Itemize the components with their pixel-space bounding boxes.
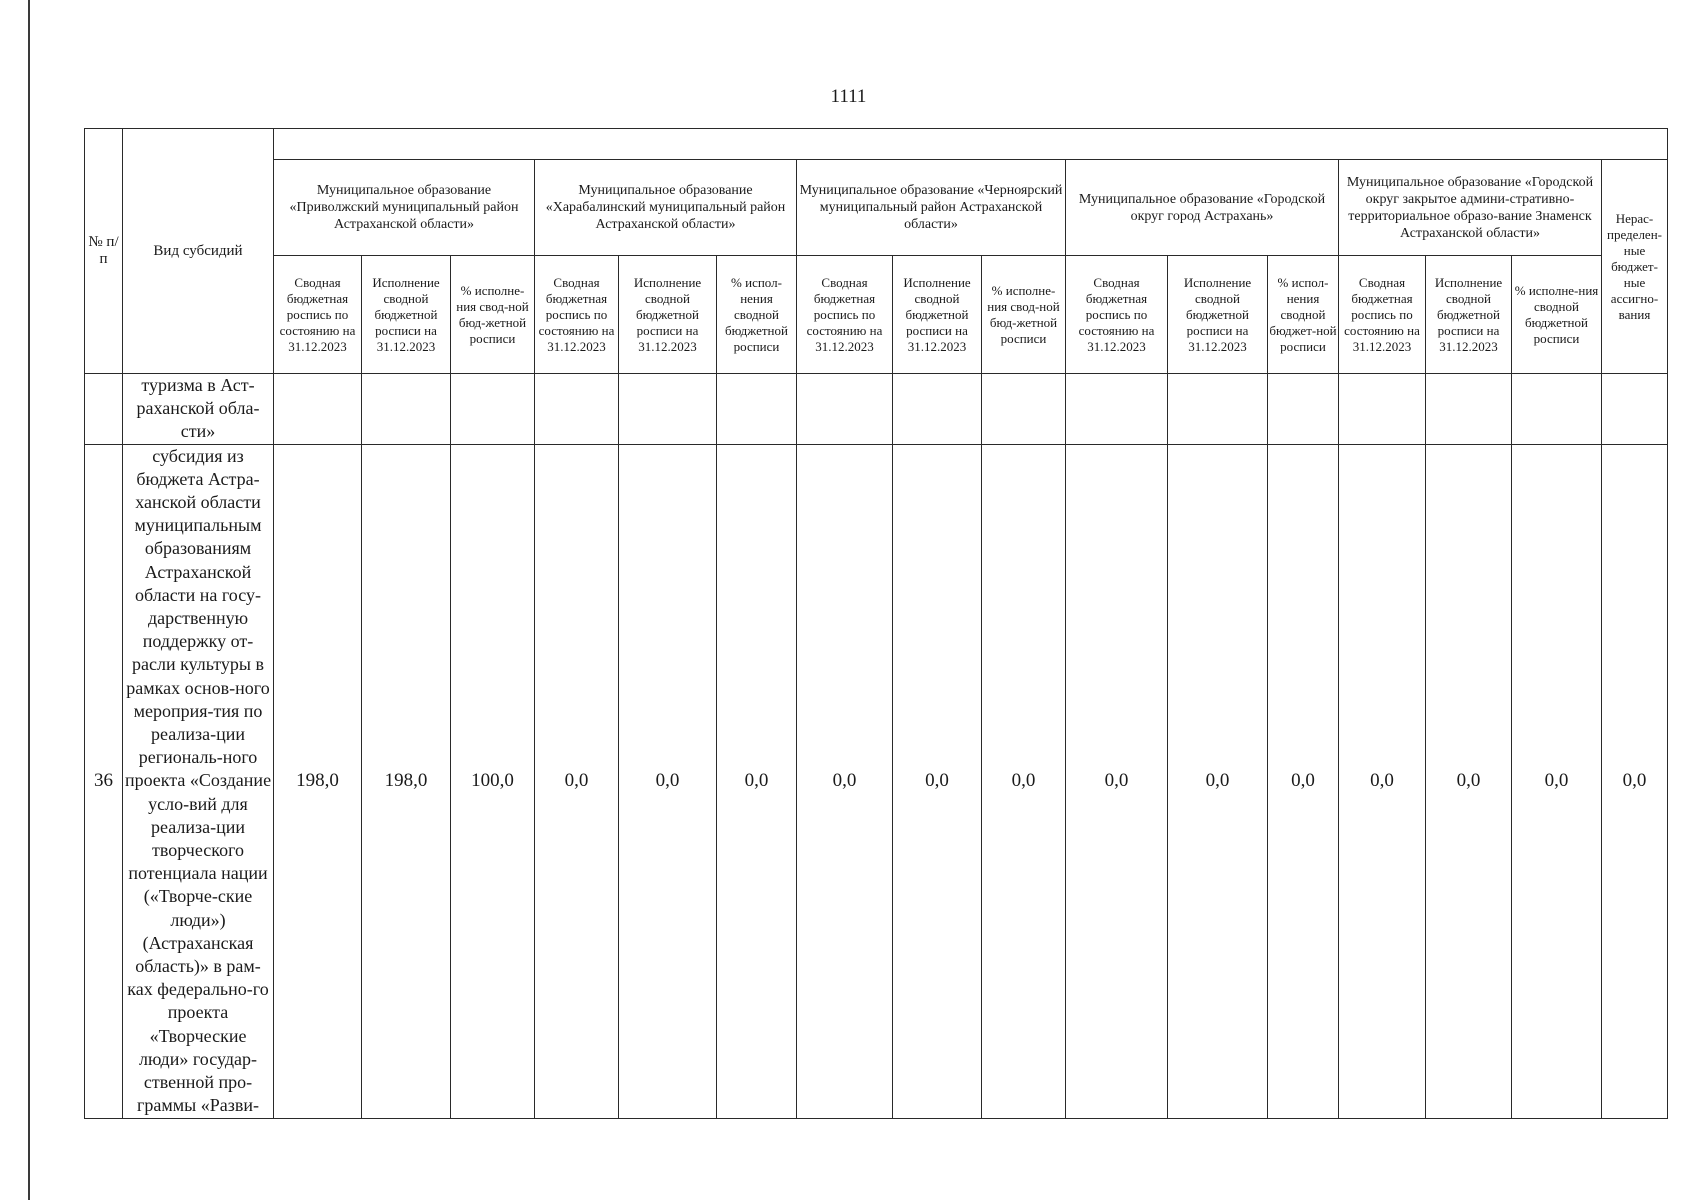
header-muni-znamensk: Муниципальное образование «Городской округ закрытое админи-стративно-территориальное образо-вание Знаменск Астраханской области» — [1339, 160, 1602, 256]
row-number-cell — [85, 374, 123, 445]
header-col-percent: % исполне-ния сводной бюджетной росписи — [1512, 256, 1602, 374]
value-cell: 0,0 — [1268, 444, 1339, 1118]
header-subsidy-kind: Вид субсидий — [123, 129, 274, 374]
value-cell: 0,0 — [717, 444, 797, 1118]
left-margin-rule — [28, 0, 30, 1200]
table-row-continued — [85, 374, 1668, 445]
header-col-execution: Исполнение сводной бюджетной росписи на 31.12.2023 — [1168, 256, 1268, 374]
header-muni-privolzhsky: Муниципальное образование «Приволжский муниципальный район Астраханской области» — [274, 160, 535, 256]
header-col-percent: % исполне-ния свод-ной бюд-жетной росписи — [451, 256, 535, 374]
header-col-percent: % исполне-ния свод-ной бюд-жетной росписи — [982, 256, 1066, 374]
row-number-cell: 36 — [85, 444, 123, 1118]
value-cell — [893, 374, 982, 445]
value-cell: 0,0 — [1602, 444, 1668, 1118]
header-col-plan: Сводная бюджетная роспись по состоянию на 31.12.2023 — [1339, 256, 1426, 374]
value-cell — [619, 374, 717, 445]
subsidy-description: субсидия из бюджета Астра-ханской области муниципальным образованиям Астраханской области на госу-дарственную поддержку от-расли культуры в рамках основ-ного мероприя-тия по реализа-ции региональ-ного проекта «Создание усло-вий для реализа-ции творческого потенциала нации («Творче-ские люди») (Астраханская область)» в рам-ках федерально-го проекта «Творческие люди» государ-ственной про-граммы «Разви- — [123, 444, 274, 1118]
value-cell: 0,0 — [619, 444, 717, 1118]
value-cell — [1339, 374, 1426, 445]
value-cell: 0,0 — [1512, 444, 1602, 1118]
value-cell — [1426, 374, 1512, 445]
header-unallocated: Нерас-пределен-ные бюджет-ные ассигно-вания — [1602, 160, 1668, 374]
value-cell: 0,0 — [893, 444, 982, 1118]
value-cell — [451, 374, 535, 445]
header-col-execution: Исполнение сводной бюджетной росписи на 31.12.2023 — [1426, 256, 1512, 374]
value-cell: 198,0 — [274, 444, 362, 1118]
header-muni-kharabalinsky: Муниципальное образование «Харабалинский муниципальный район Астраханской области» — [535, 160, 797, 256]
header-top-band — [274, 129, 1668, 160]
table-row-36 — [85, 444, 1668, 1118]
value-cell: 0,0 — [1339, 444, 1426, 1118]
header-col-plan: Сводная бюджетная роспись по состоянию на 31.12.2023 — [797, 256, 893, 374]
value-cell: 0,0 — [1066, 444, 1168, 1118]
header-col-percent: % испол-нения сводной бюджетной росписи — [717, 256, 797, 374]
value-cell — [797, 374, 893, 445]
subsidy-description: туризма в Аст-раханской обла-сти» — [123, 374, 274, 445]
header-row-number: № п/п — [85, 129, 123, 374]
header-col-plan: Сводная бюджетная роспись по состоянию на 31.12.2023 — [1066, 256, 1168, 374]
header-col-plan: Сводная бюджетная роспись по состоянию на 31.12.2023 — [535, 256, 619, 374]
header-col-execution: Исполнение сводной бюджетной росписи на 31.12.2023 — [893, 256, 982, 374]
header-col-plan: Сводная бюджетная роспись по состоянию на 31.12.2023 — [274, 256, 362, 374]
value-cell — [1512, 374, 1602, 445]
value-cell — [535, 374, 619, 445]
page-number: 1111 — [830, 86, 867, 107]
header-col-percent: % испол-нения сводной бюджет-ной росписи — [1268, 256, 1339, 374]
value-cell — [1168, 374, 1268, 445]
value-cell: 0,0 — [982, 444, 1066, 1118]
value-cell — [982, 374, 1066, 445]
value-cell: 0,0 — [1426, 444, 1512, 1118]
header-col-execution: Исполнение сводной бюджетной росписи на 31.12.2023 — [619, 256, 717, 374]
value-cell: 0,0 — [797, 444, 893, 1118]
header-col-execution: Исполнение сводной бюджетной росписи на 31.12.2023 — [362, 256, 451, 374]
value-cell: 0,0 — [1168, 444, 1268, 1118]
value-cell — [1268, 374, 1339, 445]
value-cell: 198,0 — [362, 444, 451, 1118]
value-cell — [717, 374, 797, 445]
budget-table — [84, 128, 1668, 1119]
value-cell — [362, 374, 451, 445]
value-cell — [1066, 374, 1168, 445]
value-cell — [274, 374, 362, 445]
header-muni-chernoyarsky: Муниципальное образование «Черноярский муниципальный район Астраханской области» — [797, 160, 1066, 256]
value-cell: 0,0 — [535, 444, 619, 1118]
header-muni-astrakhan-city: Муниципальное образование «Городской округ город Астрахань» — [1066, 160, 1339, 256]
value-cell — [1602, 374, 1668, 445]
value-cell: 100,0 — [451, 444, 535, 1118]
